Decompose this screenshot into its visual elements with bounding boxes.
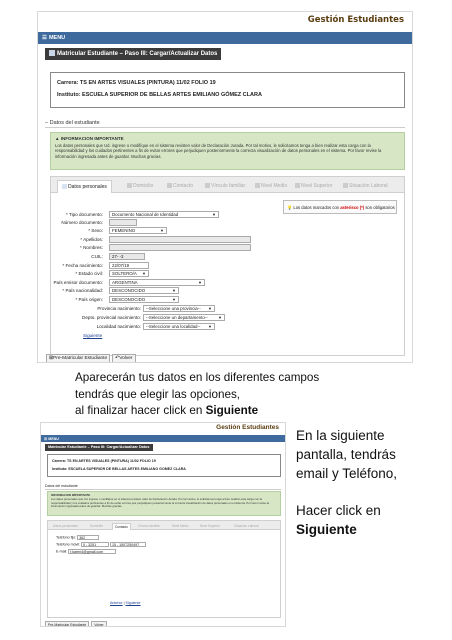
section-divider — [45, 127, 405, 128]
tab-datos-personales[interactable]: Datos personales — [53, 524, 78, 528]
telefono-fijo-field[interactable]: 362 — [77, 535, 99, 540]
menu-icon: ☰ — [44, 436, 49, 441]
page-title: Matricular Estudiante – Paso III: Cargar/Actualizar Datos — [45, 444, 153, 451]
chevron-down-icon: ▼ — [172, 297, 176, 302]
page-title: Matricular Estudiante – Paso III: Cargar/Actualizar Datos — [45, 48, 221, 60]
pre-matricular-button[interactable]: ⊠Pre-Matricular Estudiante — [46, 354, 110, 363]
career-line: Carrera: TS EN ARTES VISUALES (PINTURA) 11/02 FOLIO 19 — [57, 80, 216, 86]
volver-button[interactable]: ↶Volver — [112, 354, 135, 363]
app-title: Gestión Estudiantes — [307, 15, 404, 25]
institute-line: Instituto: ESCUELA SUPERIOR DE BELLAS ARTES EMILIANO GÓMEZ CLARA — [57, 92, 262, 98]
anterior-link[interactable]: Anterior — [110, 601, 123, 605]
chevron-down-icon: ▼ — [212, 212, 216, 217]
career-info-box: Carrera: TS EN ARTES VISUALES (PINTURA) 11/02 FOLIO 19 Instituto: ESCUELA SUPERIOR DE BELLAS ARTES EMILIANO GOMEZ CLARA — [47, 454, 281, 477]
tab-contacto[interactable]: Contacto — [163, 180, 197, 193]
nombres-field[interactable] — [109, 244, 251, 251]
chevron-down-icon: ▼ — [160, 228, 164, 233]
pais-origen-select[interactable]: DESCONOCIDO ▼ — [109, 296, 179, 303]
screenshot-datos-personales — [37, 11, 413, 363]
chevron-down-icon: ▼ — [218, 315, 222, 320]
apellidos-field[interactable] — [109, 236, 251, 243]
alert-body: Los datos personales que Ud. ingrese o modifique en el sistema revisten valor de Declaración Jurada. Por tal motivo, le solicitamos tenga a bien realizar esta carga con la responsabilidad y los cuidados pertinentes a fin de evitar errores que perjudiquen posteriormente la correcta visualización de datos personales en el sistema. Por favor revise la información ingresada antes de guardar. Muchas gracias. — [55, 142, 382, 159]
briefcase-icon — [343, 183, 348, 188]
tab-domicilio[interactable]: Domicilio — [90, 524, 103, 528]
school-icon — [255, 183, 260, 188]
siguiente-link[interactable]: Siguiente — [83, 333, 103, 338]
pais-nacionalidad-select[interactable]: DESCONOCIDO ▼ — [109, 287, 179, 294]
instructions-step-1: Aparecerán tus datos en los diferentes campos tendrás que elegir las opciones, al finalizar hacer click en Siguiente — [75, 371, 320, 417]
fecha-nacimiento-field[interactable]: 22/07/19 — [109, 262, 149, 269]
tab-situacion-laboral[interactable]: Situación Laboral — [339, 180, 392, 193]
tab-vinculo-familiar[interactable]: Vínculo familiar — [201, 180, 249, 193]
chevron-down-icon: ▼ — [142, 271, 146, 276]
email-field[interactable]: f.karen4@gmail.com — [68, 549, 116, 554]
telefono-movil-field[interactable]: 15 - 1507250497 — [110, 542, 146, 547]
graduation-icon — [295, 183, 300, 188]
chevron-down-icon: ▼ — [198, 280, 202, 285]
sexo-select[interactable]: FEMENINO ▼ — [109, 227, 167, 234]
required-fields-note: 💡 Los datos marcados con asterisco (*) son obligatorios — [283, 200, 397, 214]
tab-nivel-medio[interactable]: Nivel Medio — [172, 524, 189, 528]
tab-datos-personales[interactable]: Datos personales — [57, 180, 112, 193]
section-title: Datos del estudiante — [45, 484, 78, 488]
tab-nivel-superior[interactable]: Nivel Superior — [291, 180, 336, 193]
tipo-documento-select[interactable]: Documento Nacional de Identidad ▼ — [109, 211, 219, 218]
menu-label[interactable]: MENU — [48, 35, 66, 41]
estado-civil-select[interactable]: SOLTERO/A ▼ — [109, 270, 149, 277]
telefono-fijo-row: Teléfono fijo: 362 — [56, 535, 99, 540]
tab-domicilio[interactable]: Domicilio — [123, 180, 157, 193]
home-icon — [127, 183, 132, 188]
chevron-down-icon: ▼ — [208, 324, 212, 329]
section-title: – Datos del estudiante — [45, 120, 100, 126]
tab-contacto[interactable]: Contacto — [112, 523, 131, 530]
provincia-nacimiento-select[interactable]: --Seleccione una provincia-- ▼ — [143, 305, 215, 312]
important-info-alert: INFORMACION IMPORTANTE Los datos personales que Ud. ingrese o modifique en el sistema revisten valor de Declaración Jurada. Por tal motivo, le solicitamos tenga a bien realizar esta carga con la responsabilidad y los cuidados pertinentes a fin de evitar errores que perjudiquen posteriormente la correcta visualización de datos personales en el sistema. Por favor revise la información ingresada antes de guardar. Muchas gracias. — [47, 491, 281, 516]
student-icon — [49, 50, 55, 56]
instructions-step-2: En la siguiente pantalla, tendrás email y Teléfono, Hacer click en Siguiente — [296, 428, 398, 537]
chevron-down-icon: ▼ — [172, 288, 176, 293]
person-icon — [62, 184, 67, 189]
numero-documento-field[interactable] — [109, 219, 137, 226]
siguiente-link[interactable]: Siguiente — [125, 601, 141, 605]
tab-nivel-medio[interactable]: Nivel Medio — [251, 180, 291, 193]
family-icon — [205, 183, 210, 188]
menu-icon[interactable]: ☰ — [42, 35, 47, 41]
menu-bar[interactable] — [38, 32, 412, 44]
tab-situacion-laboral[interactable]: Situación Laboral — [234, 524, 259, 528]
bottom-buttons — [45, 621, 109, 627]
app-title: Gestión Estudiantes — [216, 424, 279, 431]
volver-button[interactable]: Volver — [91, 621, 106, 627]
career-info-box — [50, 72, 405, 108]
pre-matricular-button[interactable]: Pre-Matricular Estudiante — [45, 621, 89, 627]
tab-bar — [51, 177, 404, 193]
bottom-buttons — [46, 354, 138, 363]
chevron-down-icon: ▼ — [208, 306, 212, 311]
phone-icon — [167, 183, 172, 188]
telefono-movil-code-field[interactable]: 0 - 3251 — [81, 542, 109, 547]
lightbulb-icon: 💡 — [287, 205, 293, 210]
telefono-movil-row: Teléfono móvil: 0 - 3251 15 - 1507250497 — [56, 542, 146, 547]
tab-bar — [48, 521, 280, 530]
email-row: E-mail: f.karen4@gmail.com — [56, 549, 116, 554]
section-divider — [45, 489, 281, 490]
tabs-panel: Datos personales Domicilio Contacto Vínculo familiar Nivel Medio Nivel Superior Situación Laboral 💡 Los datos marcados con asterisco (*) son obligatorios * Tipo documento: Documento Nacional de Identidad ▼ Número documento: * Sexo: FEMENINO ▼ * Apellidos: * Nombres: CUIL: 27- -3 * Fecha nacimiento: 22/07/19 * Estado civil: SOLTERO/A ▼ País emisor documento: ARGENTINA ▼ * País nacionalidad: DESCONOCIDO ▼ * País origen: DESCONOCIDO ▼ Provincia nacimiento: --Seleccione una provincia-- ▼ Depto. provincial nacimiento: --Seleccione un departamento-- ▼ Localidad nacimiento: --Seleccione una localidad-- ▼ Siguiente — [50, 176, 405, 356]
tab-nivel-superior[interactable]: Nivel Superior — [200, 524, 221, 528]
tab-vinculo-familiar[interactable]: Vínculo familiar — [138, 524, 160, 528]
tabs-panel — [47, 520, 281, 618]
alert-title: ▲ INFORMACION IMPORTANTE — [55, 136, 124, 141]
depto-nacimiento-select[interactable]: --Seleccione un departamento-- ▼ — [143, 314, 225, 321]
screenshot-contacto — [40, 422, 286, 627]
menu-bar[interactable]: ☰ MENU — [41, 435, 285, 442]
localidad-nacimiento-select[interactable]: --Seleccione una localidad-- ▼ — [143, 323, 215, 330]
cuil-field[interactable]: 27- -3 — [109, 253, 145, 260]
pagination-links: Anterior | Siguiente — [110, 601, 141, 605]
important-info-alert — [50, 132, 405, 170]
pais-emisor-select[interactable]: ARGENTINA ▼ — [109, 279, 205, 286]
